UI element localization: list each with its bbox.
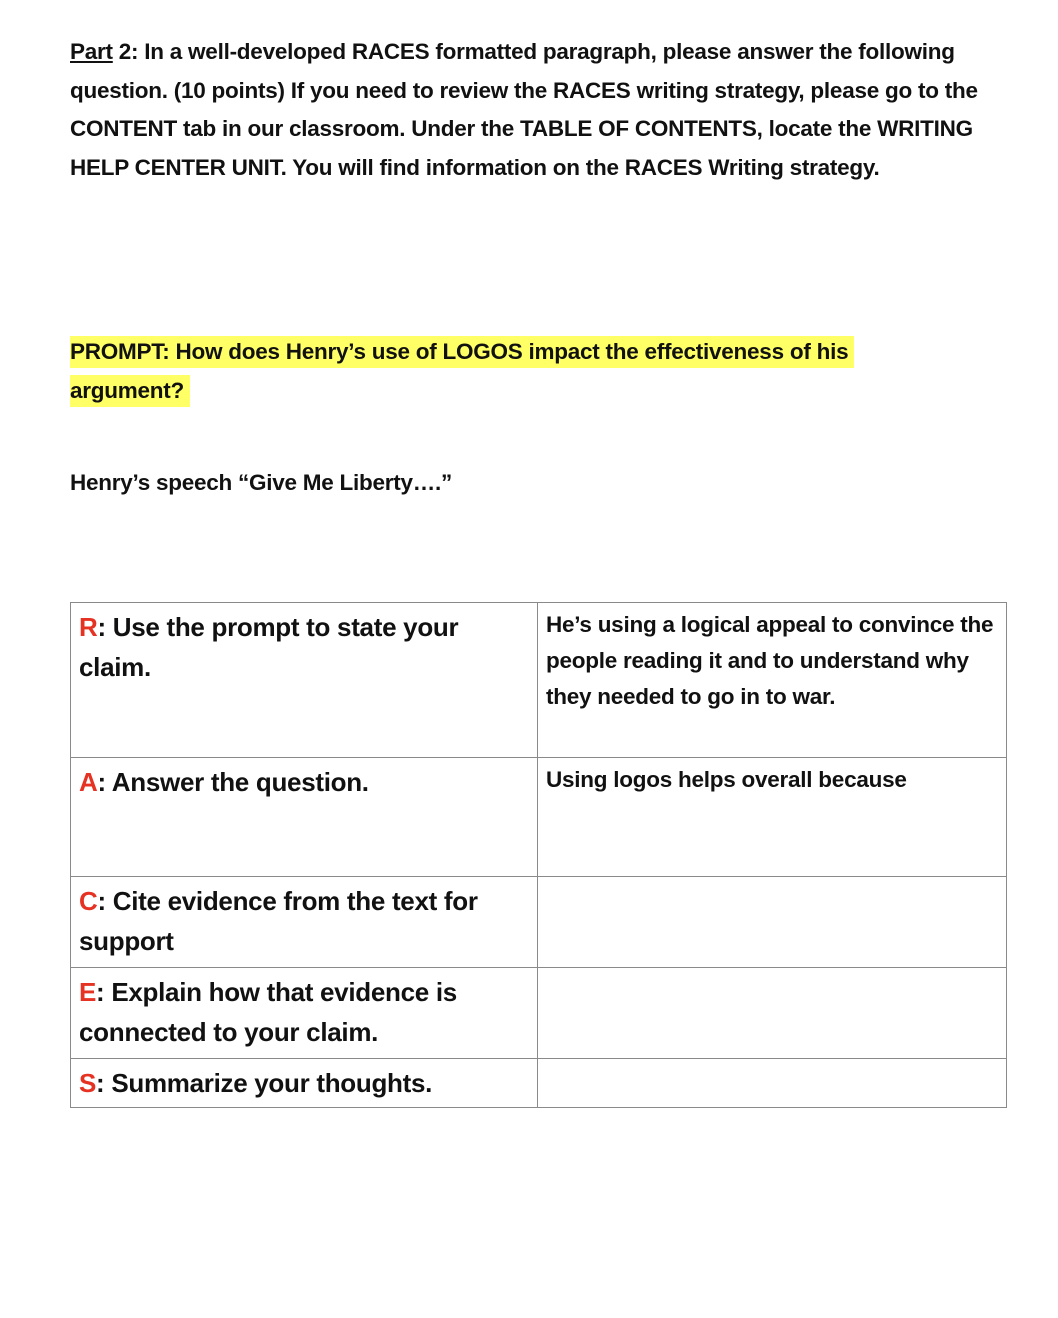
step-letter-a: A	[79, 767, 98, 797]
step-cell-s	[71, 1059, 538, 1108]
prompt-text: PROMPT: How does Henry’s use of LOGOS impact the effectiveness of his argument?	[70, 336, 854, 407]
response-cell-r[interactable]: He’s using a logical appeal to convince the people reading it and to understand why they needed to go in to war.	[538, 603, 1007, 758]
prompt-block	[70, 333, 940, 410]
table-row-c	[71, 877, 1007, 968]
instructions-text: 2: In a well-developed RACES formatted paragraph, please answer the following question. (10 points) If you need to review the RACES writing strategy, please go to the CONTENT tab in our classroom. Under the TABLE OF CONTENTS, locate the WRITING HELP CENTER UNIT. You will find information on the RACES Writing strategy.	[70, 39, 978, 180]
step-cell-r	[71, 603, 538, 758]
races-table	[70, 602, 1007, 1108]
step-cell-e	[71, 968, 538, 1059]
step-text-s: : Summarize your thoughts.	[96, 1068, 433, 1098]
step-letter-c: C	[79, 886, 98, 916]
assignment-instructions	[70, 33, 1015, 187]
step-letter-r: R	[79, 612, 98, 642]
step-text-e: : Explain how that evidence is connected to your claim.	[79, 977, 457, 1047]
step-text-r: : Use the prompt to state your claim.	[79, 612, 459, 682]
speech-title: Henry’s speech “Give Me Liberty….”	[70, 470, 453, 495]
part-label: Part	[70, 39, 113, 64]
table-row-a	[71, 758, 1007, 877]
step-text-c: : Cite evidence from the text for support	[79, 886, 478, 956]
table-row-e	[71, 968, 1007, 1059]
table-row-r	[71, 603, 1007, 758]
response-cell-s[interactable]	[538, 1059, 1007, 1108]
step-cell-a	[71, 758, 538, 877]
response-cell-c[interactable]	[538, 877, 1007, 968]
response-cell-a[interactable]: Using logos helps overall because	[538, 758, 1007, 877]
table-row-s	[71, 1059, 1007, 1108]
step-letter-s: S	[79, 1068, 97, 1098]
response-cell-e[interactable]	[538, 968, 1007, 1059]
step-letter-e: E	[79, 977, 97, 1007]
step-text-a: : Answer the question.	[97, 767, 369, 797]
step-cell-c	[71, 877, 538, 968]
